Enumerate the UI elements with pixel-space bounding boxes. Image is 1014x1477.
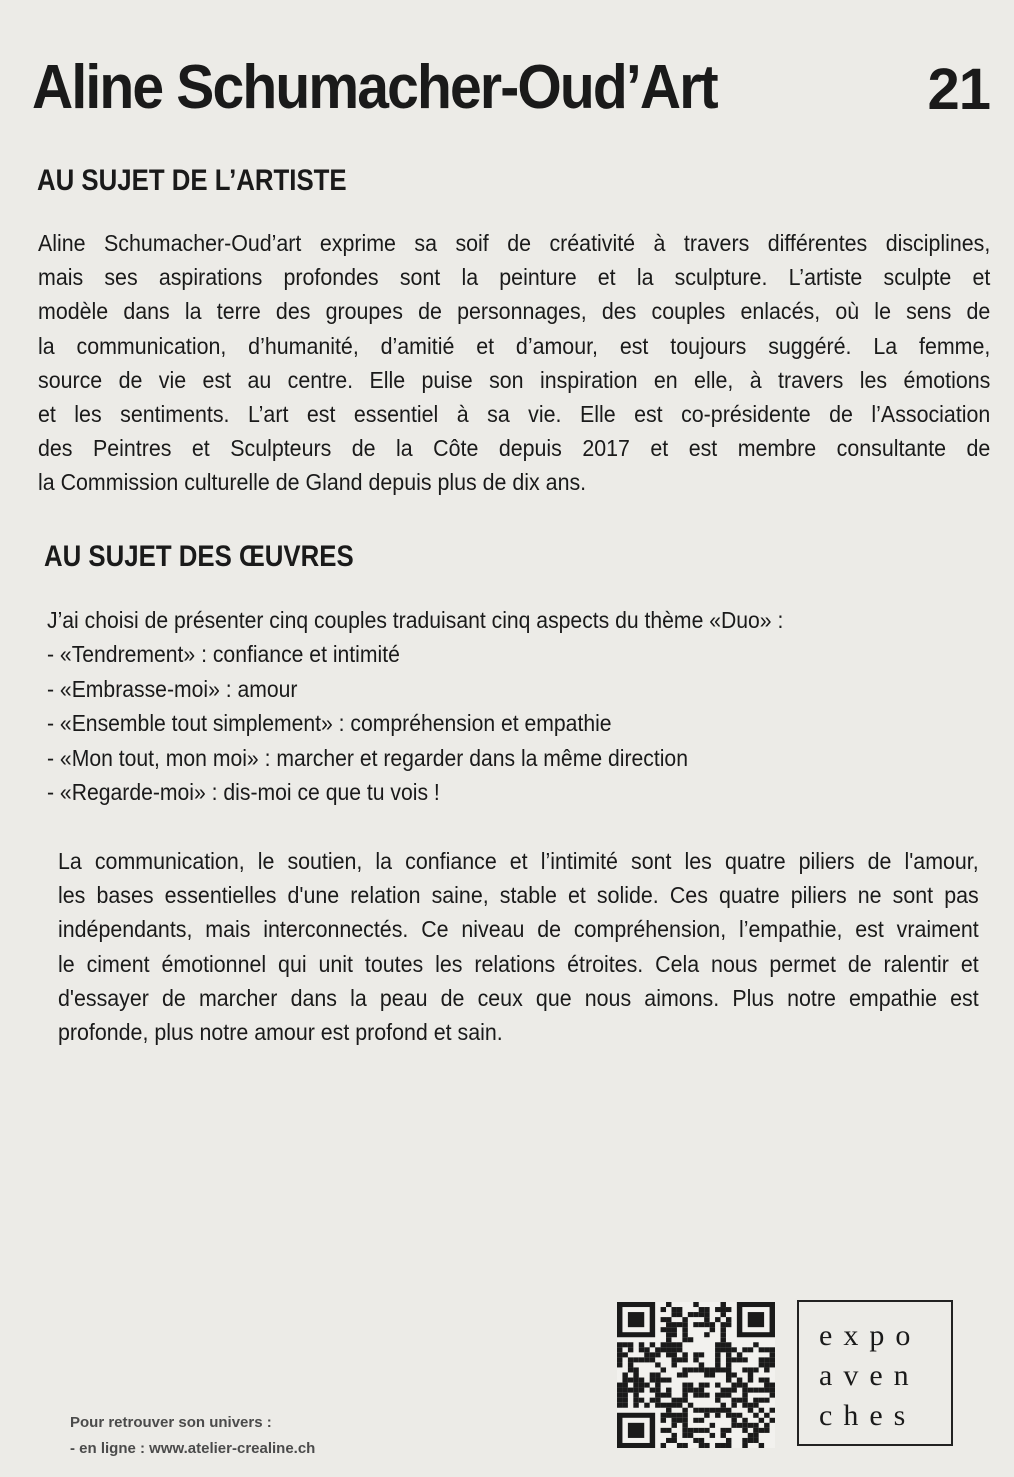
expo-avenches-logo	[797, 1300, 953, 1446]
closing-line: le ciment émotionnel qui unit toutes les relations étroites. Cela nous permet de ralentir et	[58, 950, 979, 977]
closing-line: La communication, le soutien, la confiance et l’intimité sont les quatre piliers de l'amour,	[58, 848, 979, 874]
works-closing-paragraph	[58, 844, 979, 1049]
artist-line: mais ses aspirations profondes sont la peinture et la sculpture. L’artiste sculpte et	[38, 264, 991, 291]
exhibit-number: 21	[927, 57, 990, 122]
list-item: - «Ensemble tout simplement» : compréhension et empathie	[47, 710, 612, 737]
list-item: - «Tendrement» : confiance et intimité	[47, 641, 400, 668]
website-link[interactable]: - en ligne : www.atelier-crealine.ch	[70, 1440, 316, 1457]
works-intro: J’ai choisi de présenter cinq couples traduisant cinq aspects du thème «Duo» :	[47, 607, 784, 633]
works-section-heading: AU SUJET DES ŒUVRES	[44, 540, 354, 573]
artist-line: la Commission culturelle de Gland depuis plus de dix ans.	[38, 469, 587, 496]
qr-code-icon[interactable]	[617, 1302, 775, 1448]
closing-line: profonde, plus notre amour est profond et sain.	[58, 1019, 503, 1046]
artist-section-heading: AU SUJET DE L’ARTISTE	[37, 164, 347, 197]
closing-line: indépendants, mais interconnectés. Ce niveau de compréhension, l’empathie, est vraiment	[58, 916, 979, 943]
logo-line: aven	[819, 1359, 920, 1392]
artist-line: source de vie est au centre. Elle puise son inspiration en elle, à travers les émotions	[38, 366, 991, 393]
works-list	[47, 603, 947, 809]
footer-line: Pour retrouver son univers :	[70, 1414, 272, 1431]
footer-info	[70, 1410, 315, 1462]
list-item: - «Regarde-moi» : dis-moi ce que tu vois !	[47, 779, 440, 806]
closing-line: les bases essentielles d'une relation saine, stable et solide. Ces quatre piliers ne sont pas	[58, 882, 979, 909]
artist-line: Aline Schumacher-Oud’art exprime sa soif de créativité à travers différentes disciplines,	[38, 230, 991, 256]
logo-line: ches	[819, 1399, 917, 1432]
artist-name-title: Aline Schumacher-Oud’Art	[32, 53, 717, 122]
logo-line: expo	[819, 1319, 922, 1352]
list-item: - «Embrasse-moi» : amour	[47, 675, 298, 702]
artist-line: la communication, d’humanité, d’amitié et d’amour, est toujours suggéré. La femme,	[38, 332, 991, 359]
closing-line: d'essayer de marcher dans la peau de ceux que nous aimons. Plus notre empathie est	[58, 984, 979, 1011]
qr-code-graphic	[617, 1302, 775, 1448]
artist-line: modèle dans la terre des groupes de personnages, des couples enlacés, où le sens de	[38, 298, 991, 325]
list-item: - «Mon tout, mon moi» : marcher et regarder dans la même direction	[47, 744, 688, 771]
artist-line: et les sentiments. L’art est essentiel à sa vie. Elle est co-présidente de l’Association	[38, 401, 991, 428]
artist-line: des Peintres et Sculpteurs de la Côte depuis 2017 et est membre consultante de	[38, 435, 991, 462]
artist-description	[38, 226, 992, 500]
